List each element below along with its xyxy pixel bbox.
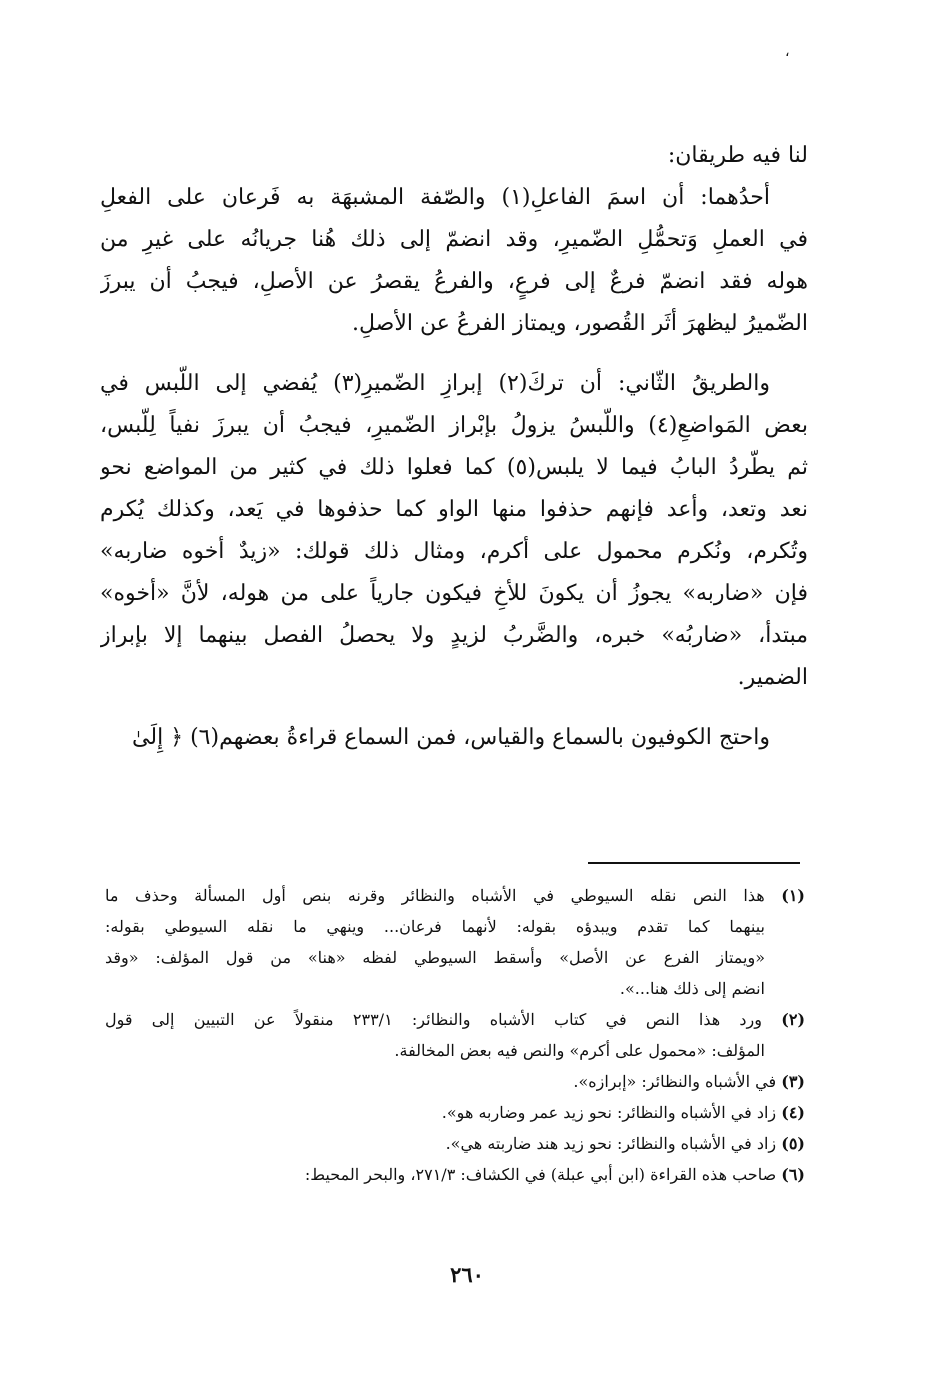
footnotes — [105, 880, 805, 1190]
footnote-number: (٥) — [781, 1134, 805, 1153]
text-line: هوله فقد انضمّ فرعٌ إلى فرعٍ، والفرعُ يقصرُ عن الأصلِ، فيجبُ أن يبرزَ — [100, 269, 808, 294]
footnote-text: في الأشباه والنظائر: «إبرازه». — [573, 1072, 777, 1091]
footnote-4 — [105, 1097, 805, 1128]
text-line: فإن «ضاربه» يجوزُ أن يكونَ للأخِ فيكون جارياً على من هوله، لأنَّ «أخوه» — [100, 581, 808, 606]
footnote-text: هذا النص نقله السيوطي في الأشباه والنظائر وقرنه بنص أول المسألة وحذف ما — [105, 886, 765, 905]
footnote-2 — [105, 1004, 805, 1066]
main-text — [100, 135, 808, 759]
footnote-1 — [105, 880, 805, 1004]
footnote-text: بينهما كما تقدم ويبدؤه بقوله: لأنهما فرعان... وينهي ما نقله السيوطي بقوله: — [105, 917, 765, 936]
text-line: والطريقُ الثّاني: أن تركَ(٢) إبرازِ الضّميرِ(٣) يُفضي إلى اللّبس في — [100, 371, 770, 396]
paragraph-kufans — [100, 717, 808, 759]
footnote-separator — [588, 862, 800, 864]
paragraph-second-way — [100, 363, 808, 699]
footnote-number: (١) — [781, 886, 805, 905]
footnote-number: (٦) — [781, 1165, 805, 1184]
text-line: نعد وتعد، وأعد فإنهم حذفوا منها الواو كما حذفوها في يَعد، وكذلك يُكرم — [100, 497, 808, 522]
footnote-text: زاد في الأشباه والنظائر: نحو زيد عمر وضاربه هو». — [441, 1103, 777, 1122]
footnote-6 — [105, 1159, 805, 1190]
paragraph-first-way — [100, 177, 808, 345]
text-line: مبتدأ، «ضاربُه» خبره، والضَّربُ لزيدٍ ولا يحصلُ الفصل بينهما إلا بإبراز — [100, 623, 808, 648]
text-line: في العملِ وَتحمُّلِ الضّميرِ، وقد انضمّ إلى ذلك هُنا جريانُه على غيرِ من — [100, 227, 808, 252]
footnote-text: انضم إلى ذلك هنا...». — [619, 979, 765, 998]
footnote-number: (٢) — [781, 1010, 805, 1029]
footnote-5 — [105, 1128, 805, 1159]
footnote-number: (٤) — [781, 1103, 805, 1122]
top-mark: ، — [785, 44, 790, 60]
page-number: ٢٦٠ — [450, 1262, 484, 1287]
text-line: واحتج الكوفيون بالسماع والقياس، فمن السماع قراءةُ بعضهم(٦) ﴿ إِلَىٰ — [132, 725, 770, 750]
text-line: أحدُهما: أن اسمَ الفاعلِ(١) والصّفة المشبهَة به فَرعان على الفعلِ — [100, 185, 770, 210]
footnote-text: «ويمتاز الفرع عن الأصل» وأسقط السيوطي لفظه «هنا» من قول المؤلف: «وقد — [105, 948, 765, 967]
footnote-3 — [105, 1066, 805, 1097]
footnote-number: (٣) — [781, 1072, 805, 1091]
section-heading: لنا فيه طريقان: — [667, 143, 808, 168]
footnote-text: ورد هذا النص في كتاب الأشباه والنظائر: ٢٣٣/١ منقولاً عن التبيين إلى قول — [105, 1010, 763, 1029]
text-line: وتُكرم، ونُكرم محمول على أكرم، ومثال ذلك قولك: «زيدٌ أخوه ضاربه» — [100, 539, 808, 564]
footnote-text: المؤلف: «محمول على أكرم» والنص فيه بعض المخالفة. — [394, 1041, 765, 1060]
text-line: الضمير. — [737, 665, 808, 690]
text-line: ثم يطّردُ البابُ فيما لا يلبس(٥) كما فعلوا ذلك في كثير من المواضع نحو — [100, 455, 808, 480]
footnote-text: صاحب هذه القراءة (ابن أبي عبلة) في الكشاف: ٢٧١/٣، والبحر المحيط: — [304, 1165, 777, 1184]
text-line: الضّميرُ ليظهرَ أثَر القُصور، ويمتاز الفرعُ عن الأصلِ. — [351, 311, 808, 336]
footnote-text: زاد في الأشباه والنظائر: نحو زيد هند ضاربته هي». — [445, 1134, 777, 1153]
text-line: بعض المَواضعِ(٤) واللّبسُ يزولُ بإبْراز الضّميرِ، فيجبُ أن يبرزَ نفياً لِلّبس، — [100, 413, 808, 438]
